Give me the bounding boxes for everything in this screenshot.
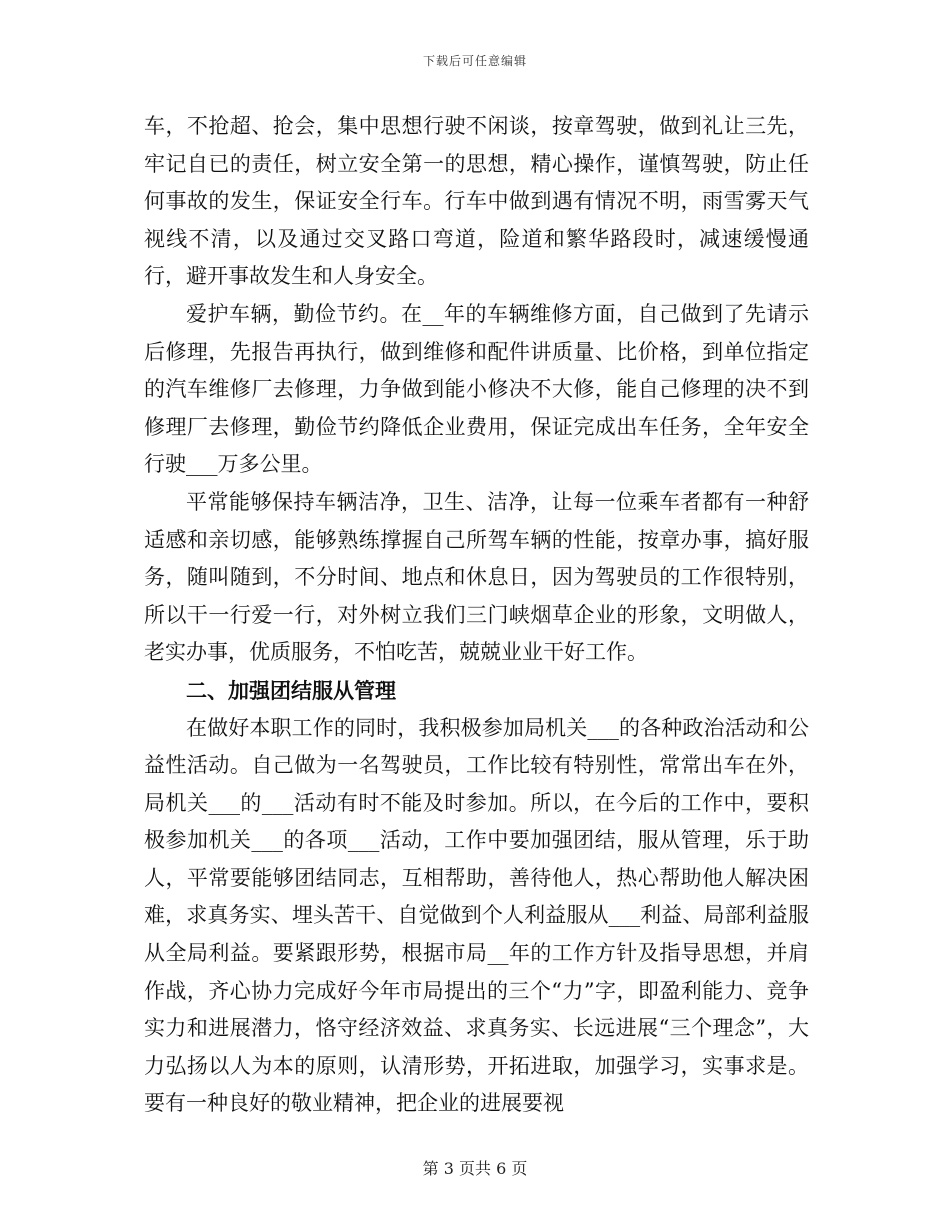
page-header: 下载后可任意编辑 <box>422 54 527 68</box>
paragraph-unity-management: 在做好本职工作的同时，我积极参加局机关___的各种政治活动和公益性活动。自己做为一名驾驶员，工作比较有特别性，常常出车在外，局机关___的___活动有时不能及时参加。所以，在今后的工作中，要积极参加机关___的各项___活动，工作中要加强团结，服从管理，乐于助人，平常要能够团结同志，互相帮助，善待他人，热心帮助他人解决困难，求真务实、埋头苦干、自觉做到个人利益服从___利益、局部利益服从全局利益。要紧跟形势，根据市局__年的工作方针及指导思想，并肩作战，齐心协力完成好今年市局提出的三个“力”字，即盈利能力、竞争实力和进展潜力，恪守经济效益、求真务实、长远进展“三个理念”，大力弘扬以人为本的原则，认清形势，开拓进取，加强学习，实事求是。要有一种良好的敬业精神，把企业的进展要视 <box>144 715 809 1116</box>
page-footer: 第 3 页共 6 页 <box>422 1159 528 1178</box>
paragraph-service: 平常能够保持车辆洁净，卫生、洁净，让每一位乘车者都有一种舒适感和亲切感，能够熟练撑握自己所驾车辆的性能，按章办事，搞好服务，随叫随到，不分时间、地点和休息日，因为驾驶员的工作很特别，所以干一行爱一行，对外树立我们三门峡烟草企业的形象，文明做人，老实办事，优质服务，不怕吃苦，兢兢业业干好工作。 <box>144 489 809 665</box>
paragraph-vehicle-care: 爱护车辆，勤俭节约。在__年的车辆维修方面，自己做到了先请示后修理，先报告再执行，做到维修和配件讲质量、比价格，到单位指定的汽车维修厂去修理，力争做到能小修决不大修，能自己修理的决不到修理厂去修理，勤俭节约降低企业费用，保证完成出车任务，全年安全行驶___万多公里。 <box>144 301 809 477</box>
section-heading-unity: 二、加强团结服从管理 <box>186 677 396 703</box>
paragraph-driving-safety: 车，不抢超、抢会，集中思想行驶不闲谈，按章驾驶，做到礼让三先，牢记自已的责任，树立安全第一的思想，精心操作，谨慎驾驶，防止任何事故的发生，保证安全行车。行车中做到遇有情况不明，雨雪雾天气视线不清，以及通过交叉路口弯道，险道和繁华路段时，减速缓慢通行，避开事故发生和人身安全。 <box>144 114 809 289</box>
document-body <box>144 108 809 1123</box>
